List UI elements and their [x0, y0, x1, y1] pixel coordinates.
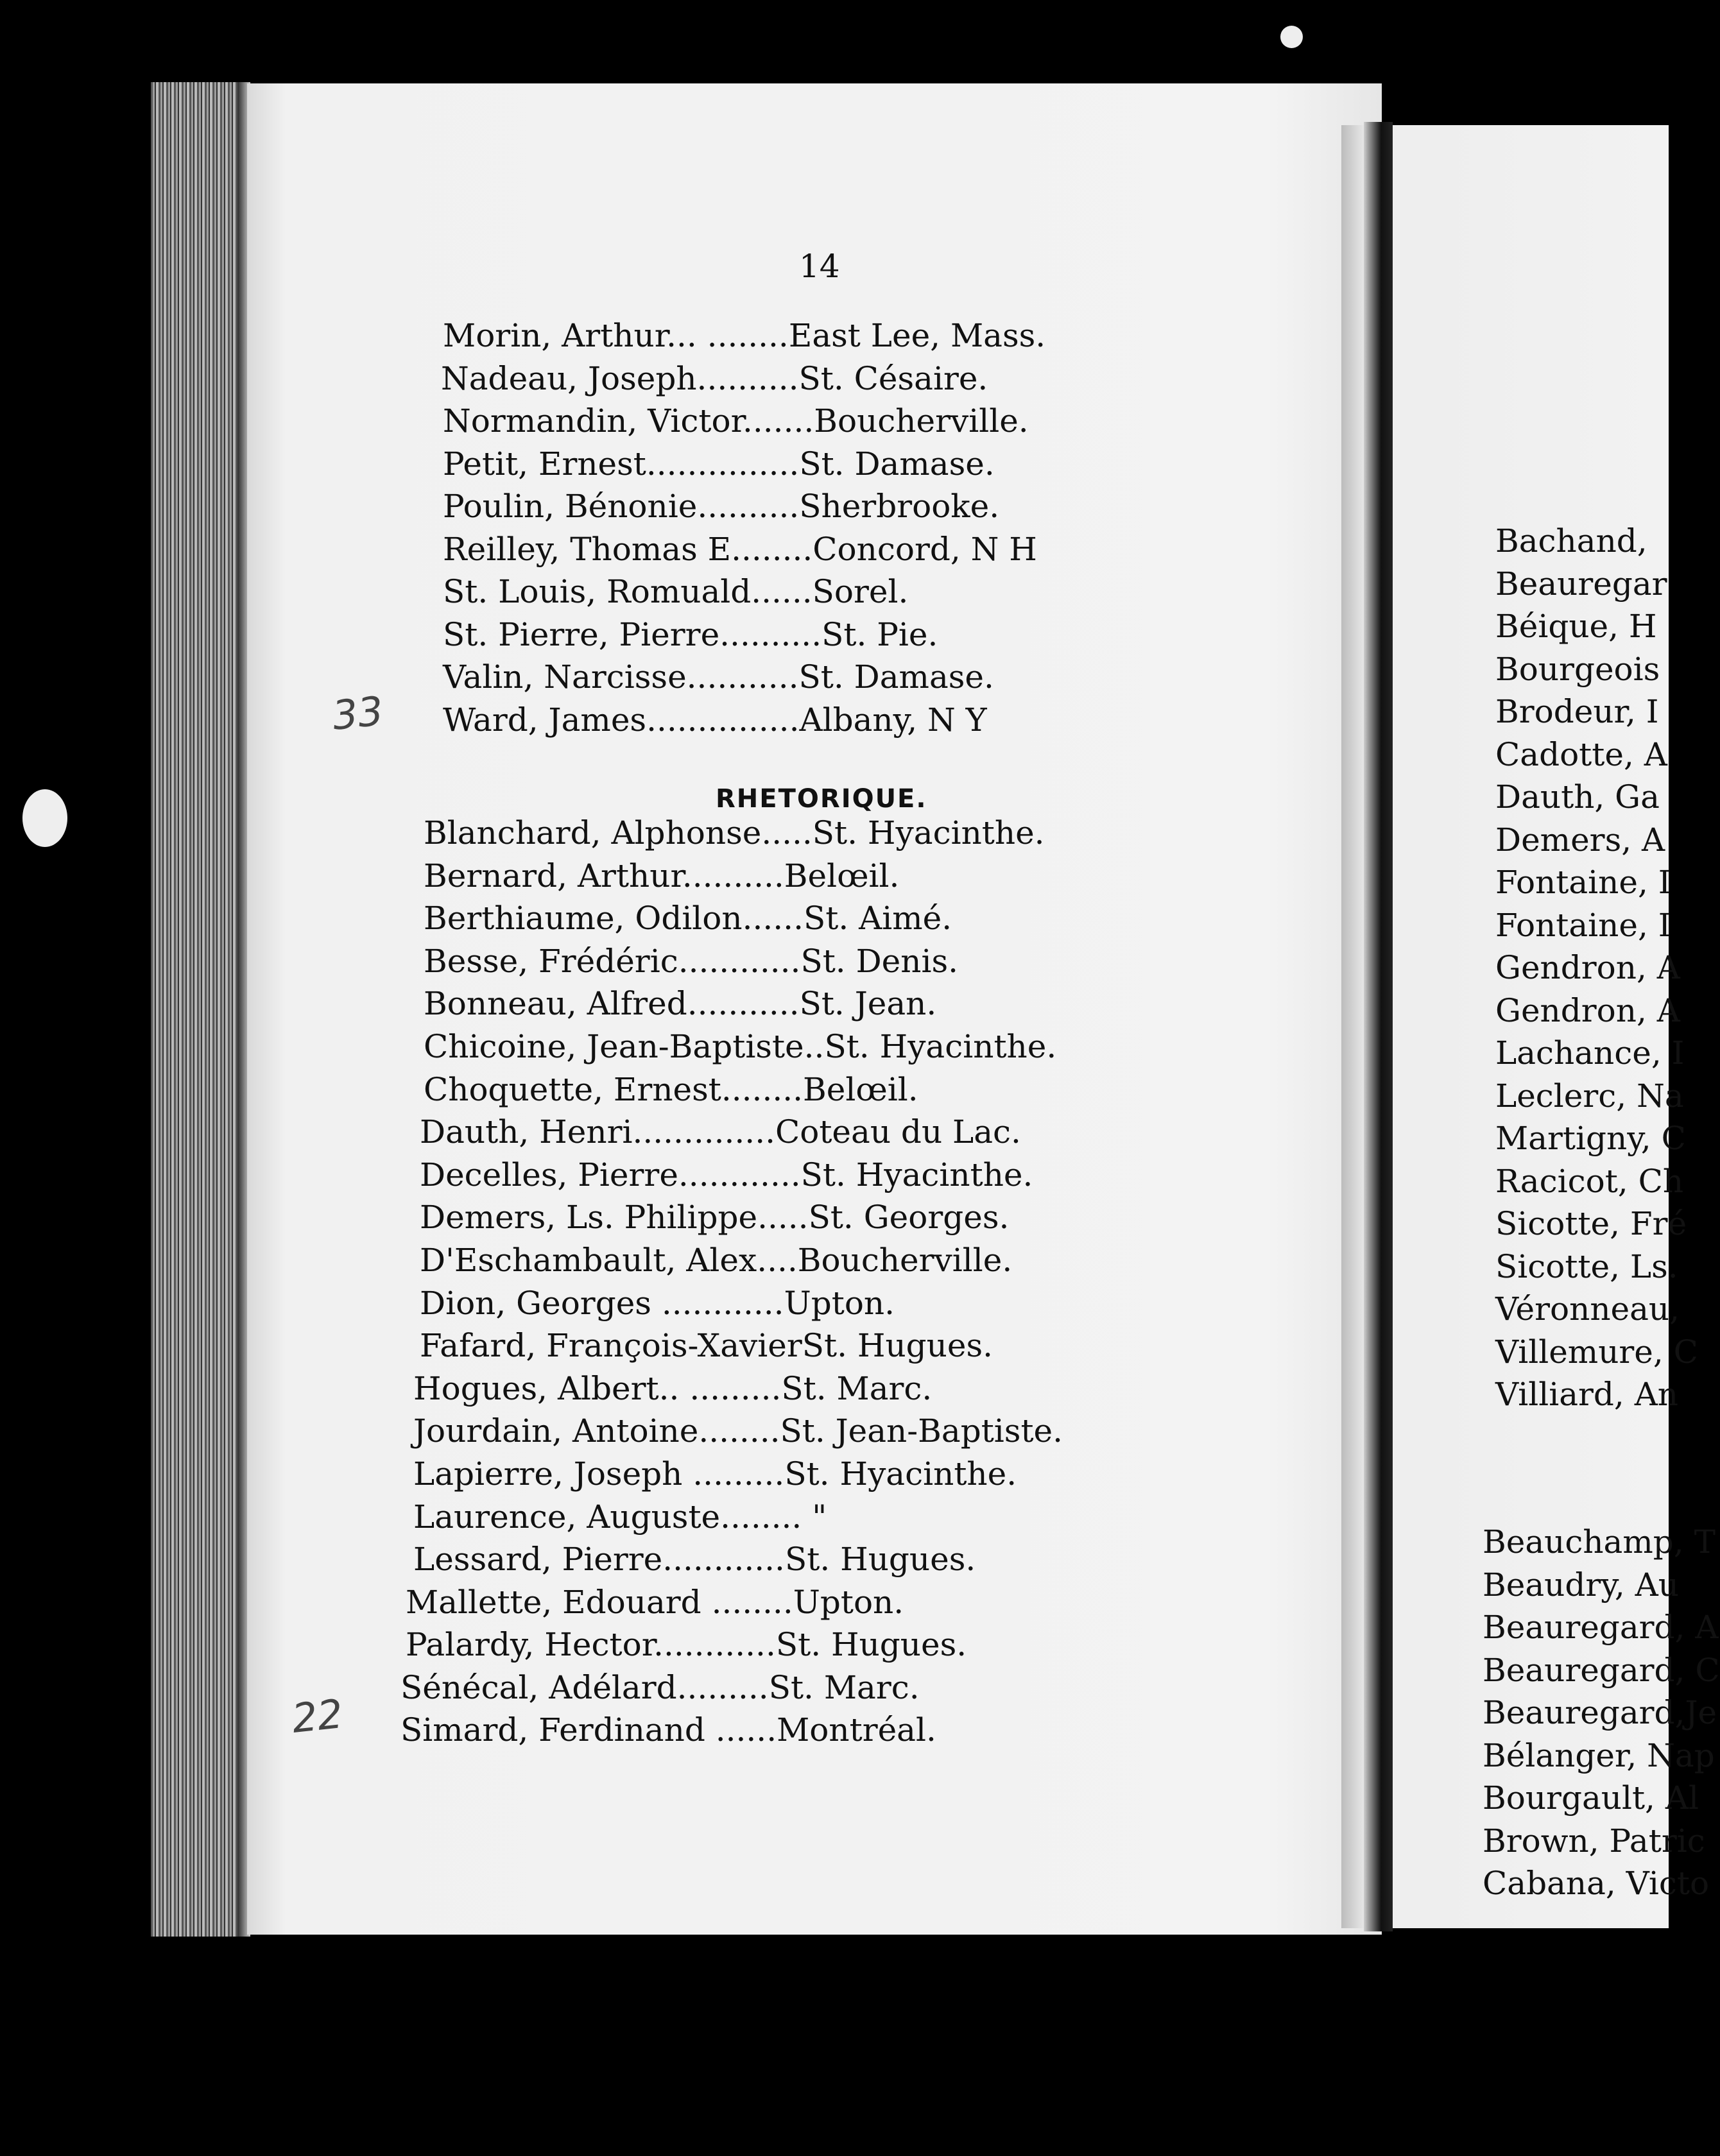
facing-entry: Bachand, — [1495, 522, 1647, 560]
film-speck — [1280, 26, 1303, 48]
student-entry — [424, 1025, 1063, 1068]
student-entry — [420, 1239, 1063, 1282]
student-entry — [443, 613, 1045, 656]
student-entry — [424, 940, 1063, 983]
student-entry — [424, 855, 1063, 898]
student-name: Chicoine, Jean-Baptiste.. — [424, 1027, 825, 1065]
student-name: Poulin, Bénonie.......... — [443, 488, 800, 525]
student-list-top — [443, 314, 1045, 741]
student-hometown: Boucherville. — [814, 402, 1029, 440]
student-name: Fafard, François-Xavier — [420, 1327, 802, 1365]
student-name: Dauth, Henri.............. — [420, 1113, 775, 1151]
student-name: Besse, Frédéric............ — [424, 942, 801, 980]
student-entry — [424, 1068, 1063, 1111]
student-name: St. Louis, Romuald...... — [443, 573, 813, 610]
student-name: Ward, James............... — [443, 701, 800, 739]
section-heading: RHETORIQUE. — [716, 784, 927, 814]
student-hometown: Albany, N Y — [799, 701, 987, 739]
student-name: Demers, Ls. Philippe..... — [420, 1199, 809, 1236]
student-name: Lessard, Pierre............ — [413, 1541, 785, 1579]
facing-list-1 — [1495, 520, 1698, 1416]
student-entry — [443, 570, 1045, 613]
facing-entry: Racicot, Ch — [1495, 1162, 1684, 1200]
student-name: Reilley, Thomas E........ — [443, 530, 813, 568]
student-name: Laurence, Auguste........ — [413, 1498, 802, 1536]
facing-list-2 — [1483, 1521, 1720, 1905]
student-name: Bonneau, Alfred........... — [424, 985, 800, 1023]
student-name: Lapierre, Joseph ......... — [413, 1455, 785, 1493]
student-name: Hogues, Albert.. ......... — [413, 1369, 782, 1407]
facing-entry: Brodeur, I — [1495, 693, 1659, 730]
page-gutter — [1364, 122, 1393, 1931]
student-name: Dion, Georges ............ — [420, 1284, 784, 1322]
facing-entry: Bourgeois — [1495, 650, 1660, 688]
student-entry — [443, 400, 1045, 443]
student-name: Palardy, Hector............ — [406, 1626, 776, 1664]
student-hometown: St. Hyacinthe. — [824, 1027, 1057, 1065]
student-name: Mallette, Edouard ........ — [406, 1583, 793, 1621]
student-entry — [443, 443, 1045, 486]
facing-entry: Lachance, I — [1495, 1034, 1685, 1072]
facing-entry: Martigny, C — [1495, 1120, 1686, 1157]
student-name: Blanchard, Alphonse..... — [424, 814, 813, 851]
facing-entry: Fontaine, I — [1495, 864, 1671, 901]
student-name: St. Pierre, Pierre.......... — [443, 615, 822, 653]
student-entry — [424, 812, 1063, 855]
student-entry — [413, 1410, 1063, 1453]
facing-entry: Beauregard, C — [1483, 1651, 1720, 1689]
student-hometown: East Lee, Mass. — [788, 317, 1046, 354]
student-entry — [400, 1709, 1063, 1752]
student-name: Valin, Narcisse........... — [443, 658, 799, 696]
student-hometown: St. Hyacinthe. — [800, 1156, 1033, 1194]
margin-note-handwritten: 33 — [330, 687, 386, 739]
student-hometown: St. Damase. — [798, 658, 994, 696]
student-name: Sénécal, Adélard......... — [400, 1668, 769, 1706]
student-hometown: Montréal. — [777, 1711, 936, 1749]
student-hometown: St. Marc. — [768, 1668, 920, 1706]
facing-entry: Gendron, A — [1495, 991, 1680, 1029]
student-entry — [420, 1324, 1063, 1367]
student-entry — [424, 897, 1063, 940]
student-entry — [413, 1453, 1063, 1496]
student-hometown: St. Aimé. — [803, 900, 952, 937]
facing-entry: Villiard, An — [1495, 1376, 1679, 1413]
facing-entry: Villemure, C — [1495, 1333, 1698, 1371]
film-speck — [22, 789, 67, 847]
facing-entry: Beauregard,Je — [1483, 1694, 1717, 1731]
student-hometown: Sherbrooke. — [799, 488, 1000, 525]
student-hometown: St. Césaire. — [798, 359, 988, 397]
facing-entry: Leclerc, Na — [1495, 1077, 1684, 1115]
student-entry — [443, 485, 1045, 528]
student-name: Morin, Arthur... ........ — [443, 317, 789, 354]
margin-note-handwritten: 22 — [289, 1690, 345, 1742]
student-hometown: St. Jean. — [799, 985, 937, 1023]
student-list-rhetorique — [400, 812, 1063, 1752]
student-entry — [443, 656, 1045, 699]
student-name: D'Eschambault, Alex.... — [420, 1241, 798, 1279]
student-entry — [413, 1538, 1063, 1581]
student-hometown: St. Denis. — [800, 942, 958, 980]
student-entry — [413, 1367, 1063, 1410]
student-hometown: St. Damase. — [799, 445, 995, 483]
facing-entry: Brown, Patric — [1483, 1822, 1705, 1860]
facing-entry: Sicotte, Fré — [1495, 1205, 1687, 1242]
student-entry — [420, 1282, 1063, 1325]
student-entry — [413, 1496, 1063, 1539]
student-name: Bernard, Arthur.......... — [424, 857, 784, 894]
facing-entry: Véronneau, — [1495, 1290, 1680, 1328]
student-entry — [443, 699, 1045, 742]
student-name: Berthiaume, Odilon...... — [424, 900, 804, 937]
student-hometown: Belœil. — [784, 857, 900, 894]
student-hometown: Upton. — [793, 1583, 904, 1621]
facing-entry: Cabana, Victo — [1483, 1865, 1710, 1902]
student-entry — [420, 1196, 1063, 1239]
student-name: Normandin, Victor....... — [443, 402, 814, 440]
student-entry — [406, 1581, 1063, 1624]
student-hometown: Boucherville. — [797, 1241, 1013, 1279]
facing-entry: Cadotte, A — [1495, 735, 1667, 773]
student-hometown: Coteau du Lac. — [775, 1113, 1021, 1151]
facing-entry: Beauregar — [1495, 565, 1667, 603]
student-hometown: " — [802, 1498, 827, 1536]
facing-entry: Beaudry, Au — [1483, 1566, 1679, 1604]
student-hometown: St. Hugues. — [775, 1626, 967, 1664]
student-entry — [406, 1623, 1063, 1666]
student-hometown: St. Hugues. — [784, 1541, 976, 1579]
page-number: 14 — [799, 248, 840, 285]
student-hometown: St. Georges. — [808, 1199, 1010, 1236]
student-hometown: St. Hyacinthe. — [812, 814, 1045, 851]
student-hometown: St. Marc. — [781, 1369, 933, 1407]
student-entry — [420, 1111, 1063, 1154]
student-entry — [420, 1154, 1063, 1197]
student-entry — [441, 357, 1045, 400]
facing-entry: Gendron, A — [1495, 949, 1680, 986]
student-entry — [424, 982, 1063, 1025]
student-hometown: Upton. — [784, 1284, 895, 1322]
facing-entry: Fontaine, I — [1495, 906, 1671, 944]
student-name: Choquette, Ernest........ — [424, 1070, 804, 1108]
student-name: Jourdain, Antoine........ — [413, 1412, 780, 1450]
student-entry — [400, 1666, 1063, 1709]
book-spine — [151, 82, 247, 1937]
facing-entry: Beauchamp, T — [1483, 1523, 1716, 1561]
student-hometown: St. Hugues. — [802, 1327, 993, 1365]
student-name: Petit, Ernest............... — [443, 445, 800, 483]
facing-entry: Demers, A — [1495, 821, 1665, 859]
student-name: Decelles, Pierre............ — [420, 1156, 801, 1194]
student-hometown: Belœil. — [803, 1070, 918, 1108]
student-hometown: St. Jean-Baptiste. — [780, 1412, 1063, 1450]
student-hometown: Concord, N H — [813, 530, 1037, 568]
facing-entry: Beauregard, A — [1483, 1609, 1719, 1646]
facing-entry: Bourgault, Al — [1483, 1779, 1699, 1817]
student-entry — [443, 528, 1045, 571]
facing-entry: Sicotte, Ls. — [1495, 1247, 1678, 1285]
student-hometown: Sorel. — [812, 573, 909, 610]
student-name: Nadeau, Joseph.......... — [441, 359, 799, 397]
student-entry — [443, 314, 1045, 357]
facing-entry: Bélanger, Nap — [1483, 1736, 1715, 1774]
student-hometown: St. Hyacinthe. — [784, 1455, 1017, 1493]
facing-entry: Béique, H — [1495, 608, 1657, 645]
student-name: Simard, Ferdinand ...... — [400, 1711, 777, 1749]
facing-entry: Dauth, Ga — [1495, 778, 1660, 816]
student-hometown: St. Pie. — [821, 615, 938, 653]
